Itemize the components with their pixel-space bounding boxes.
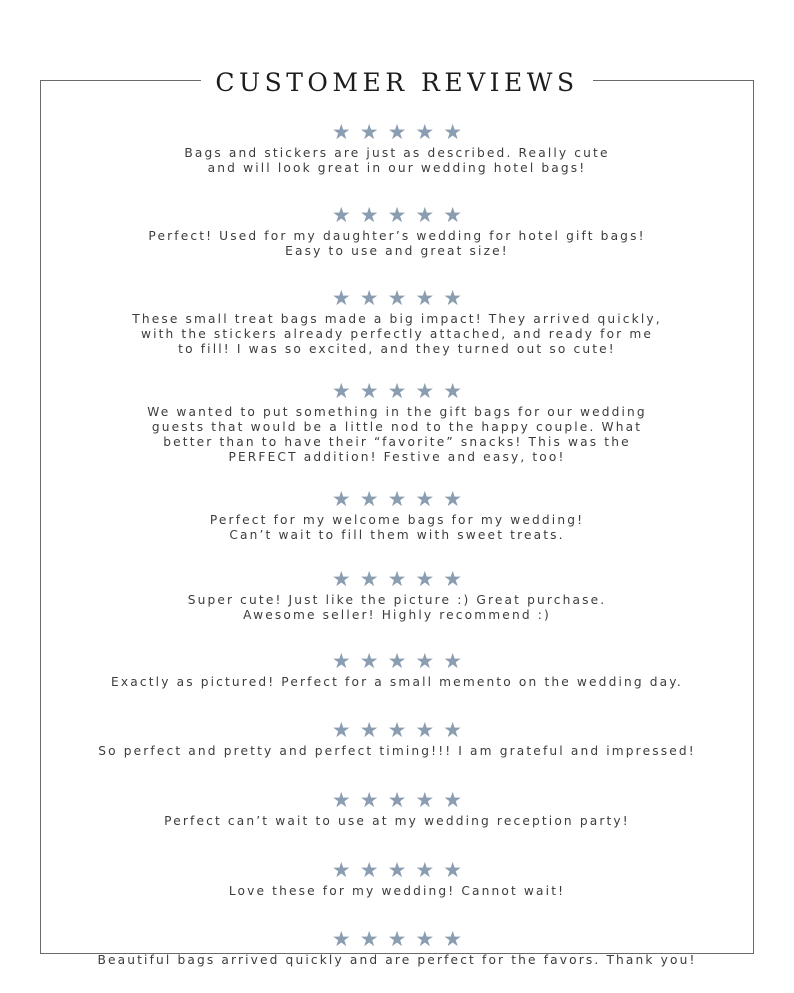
star-icon: ★ [415, 487, 444, 511]
star-icon: ★ [387, 286, 416, 310]
star-icon: ★ [387, 649, 416, 673]
star-icon: ★ [331, 286, 360, 310]
review-text: These small treat bags made a big impact! They arrived quickly, with the stickers already perfectly attached, and ready for me to fill! I was so excited, and they turned out so cute! [132, 312, 662, 356]
star-icon: ★ [415, 858, 444, 882]
star-icon: ★ [359, 718, 388, 742]
star-icon: ★ [359, 487, 388, 511]
star-rating [40, 485, 754, 513]
star-icon: ★ [331, 567, 360, 591]
review-item [40, 565, 754, 623]
review-text: Perfect can’t wait to use at my wedding reception party! [164, 814, 630, 828]
star-icon: ★ [443, 718, 472, 742]
review-item [40, 925, 754, 968]
star-icon: ★ [331, 858, 360, 882]
review-item [40, 485, 754, 543]
star-icon: ★ [443, 120, 472, 144]
star-icon: ★ [331, 788, 360, 812]
star-icon: ★ [359, 927, 388, 951]
star-icon: ★ [331, 379, 360, 403]
review-text: So perfect and pretty and perfect timing!!! I am grateful and impressed! [98, 744, 696, 758]
star-icon: ★ [359, 649, 388, 673]
review-item [40, 118, 754, 176]
star-icon: ★ [331, 203, 360, 227]
star-icon: ★ [331, 120, 360, 144]
review-text: Exactly as pictured! Perfect for a small memento on the wedding day. [111, 675, 683, 689]
review-list [40, 118, 754, 968]
page-title [0, 62, 794, 101]
star-icon: ★ [387, 927, 416, 951]
star-icon: ★ [443, 286, 472, 310]
star-icon: ★ [415, 788, 444, 812]
star-icon: ★ [359, 286, 388, 310]
star-icon: ★ [415, 927, 444, 951]
star-rating [40, 925, 754, 953]
star-rating [40, 118, 754, 146]
review-text: Perfect for my welcome bags for my wedding! Can’t wait to fill them with sweet treats. [209, 513, 585, 542]
star-icon: ★ [443, 927, 472, 951]
star-icon: ★ [359, 858, 388, 882]
star-icon: ★ [387, 567, 416, 591]
star-rating [40, 565, 754, 593]
star-icon: ★ [443, 379, 472, 403]
star-icon: ★ [415, 203, 444, 227]
star-icon: ★ [415, 379, 444, 403]
star-icon: ★ [387, 788, 416, 812]
star-icon: ★ [443, 788, 472, 812]
star-icon: ★ [331, 649, 360, 673]
star-icon: ★ [387, 120, 416, 144]
star-icon: ★ [443, 858, 472, 882]
star-icon: ★ [359, 788, 388, 812]
review-item [40, 856, 754, 899]
star-icon: ★ [443, 567, 472, 591]
review-text: Bags and stickers are just as described. Really cute and will look great in our wedding hotel bags! [184, 146, 610, 175]
review-item [40, 647, 754, 690]
review-item [40, 786, 754, 829]
star-icon: ★ [415, 286, 444, 310]
page-title-text: CUSTOMER REVIEWS [201, 65, 592, 101]
review-item [40, 716, 754, 759]
review-item [40, 284, 754, 357]
star-icon: ★ [387, 718, 416, 742]
star-icon: ★ [331, 927, 360, 951]
star-icon: ★ [359, 120, 388, 144]
star-icon: ★ [415, 649, 444, 673]
review-text: Super cute! Just like the picture :) Great purchase. Awesome seller! Highly recommend :) [187, 593, 607, 622]
star-icon: ★ [415, 567, 444, 591]
star-rating [40, 284, 754, 312]
review-item [40, 201, 754, 259]
star-icon: ★ [443, 203, 472, 227]
review-text: Perfect! Used for my daughter’s wedding for hotel gift bags! Easy to use and great size! [148, 229, 646, 258]
star-rating [40, 716, 754, 744]
star-icon: ★ [331, 718, 360, 742]
review-text: We wanted to put something in the gift bags for our wedding guests that would be a little nod to the happy couple. What better than to have their “favorite” snacks! This was the PERFECT addition! Festive and easy, too! [147, 405, 647, 464]
star-icon: ★ [359, 567, 388, 591]
star-icon: ★ [443, 487, 472, 511]
star-icon: ★ [443, 649, 472, 673]
review-item [40, 377, 754, 465]
star-rating [40, 201, 754, 229]
star-icon: ★ [387, 379, 416, 403]
star-icon: ★ [415, 718, 444, 742]
star-icon: ★ [359, 379, 388, 403]
review-text: Love these for my wedding! Cannot wait! [228, 884, 566, 898]
star-rating [40, 377, 754, 405]
star-icon: ★ [387, 487, 416, 511]
star-icon: ★ [387, 858, 416, 882]
review-text: Beautiful bags arrived quickly and are perfect for the favors. Thank you! [97, 953, 697, 967]
star-rating [40, 856, 754, 884]
star-icon: ★ [331, 487, 360, 511]
star-icon: ★ [415, 120, 444, 144]
star-rating [40, 786, 754, 814]
star-icon: ★ [387, 203, 416, 227]
star-icon: ★ [359, 203, 388, 227]
star-rating [40, 647, 754, 675]
